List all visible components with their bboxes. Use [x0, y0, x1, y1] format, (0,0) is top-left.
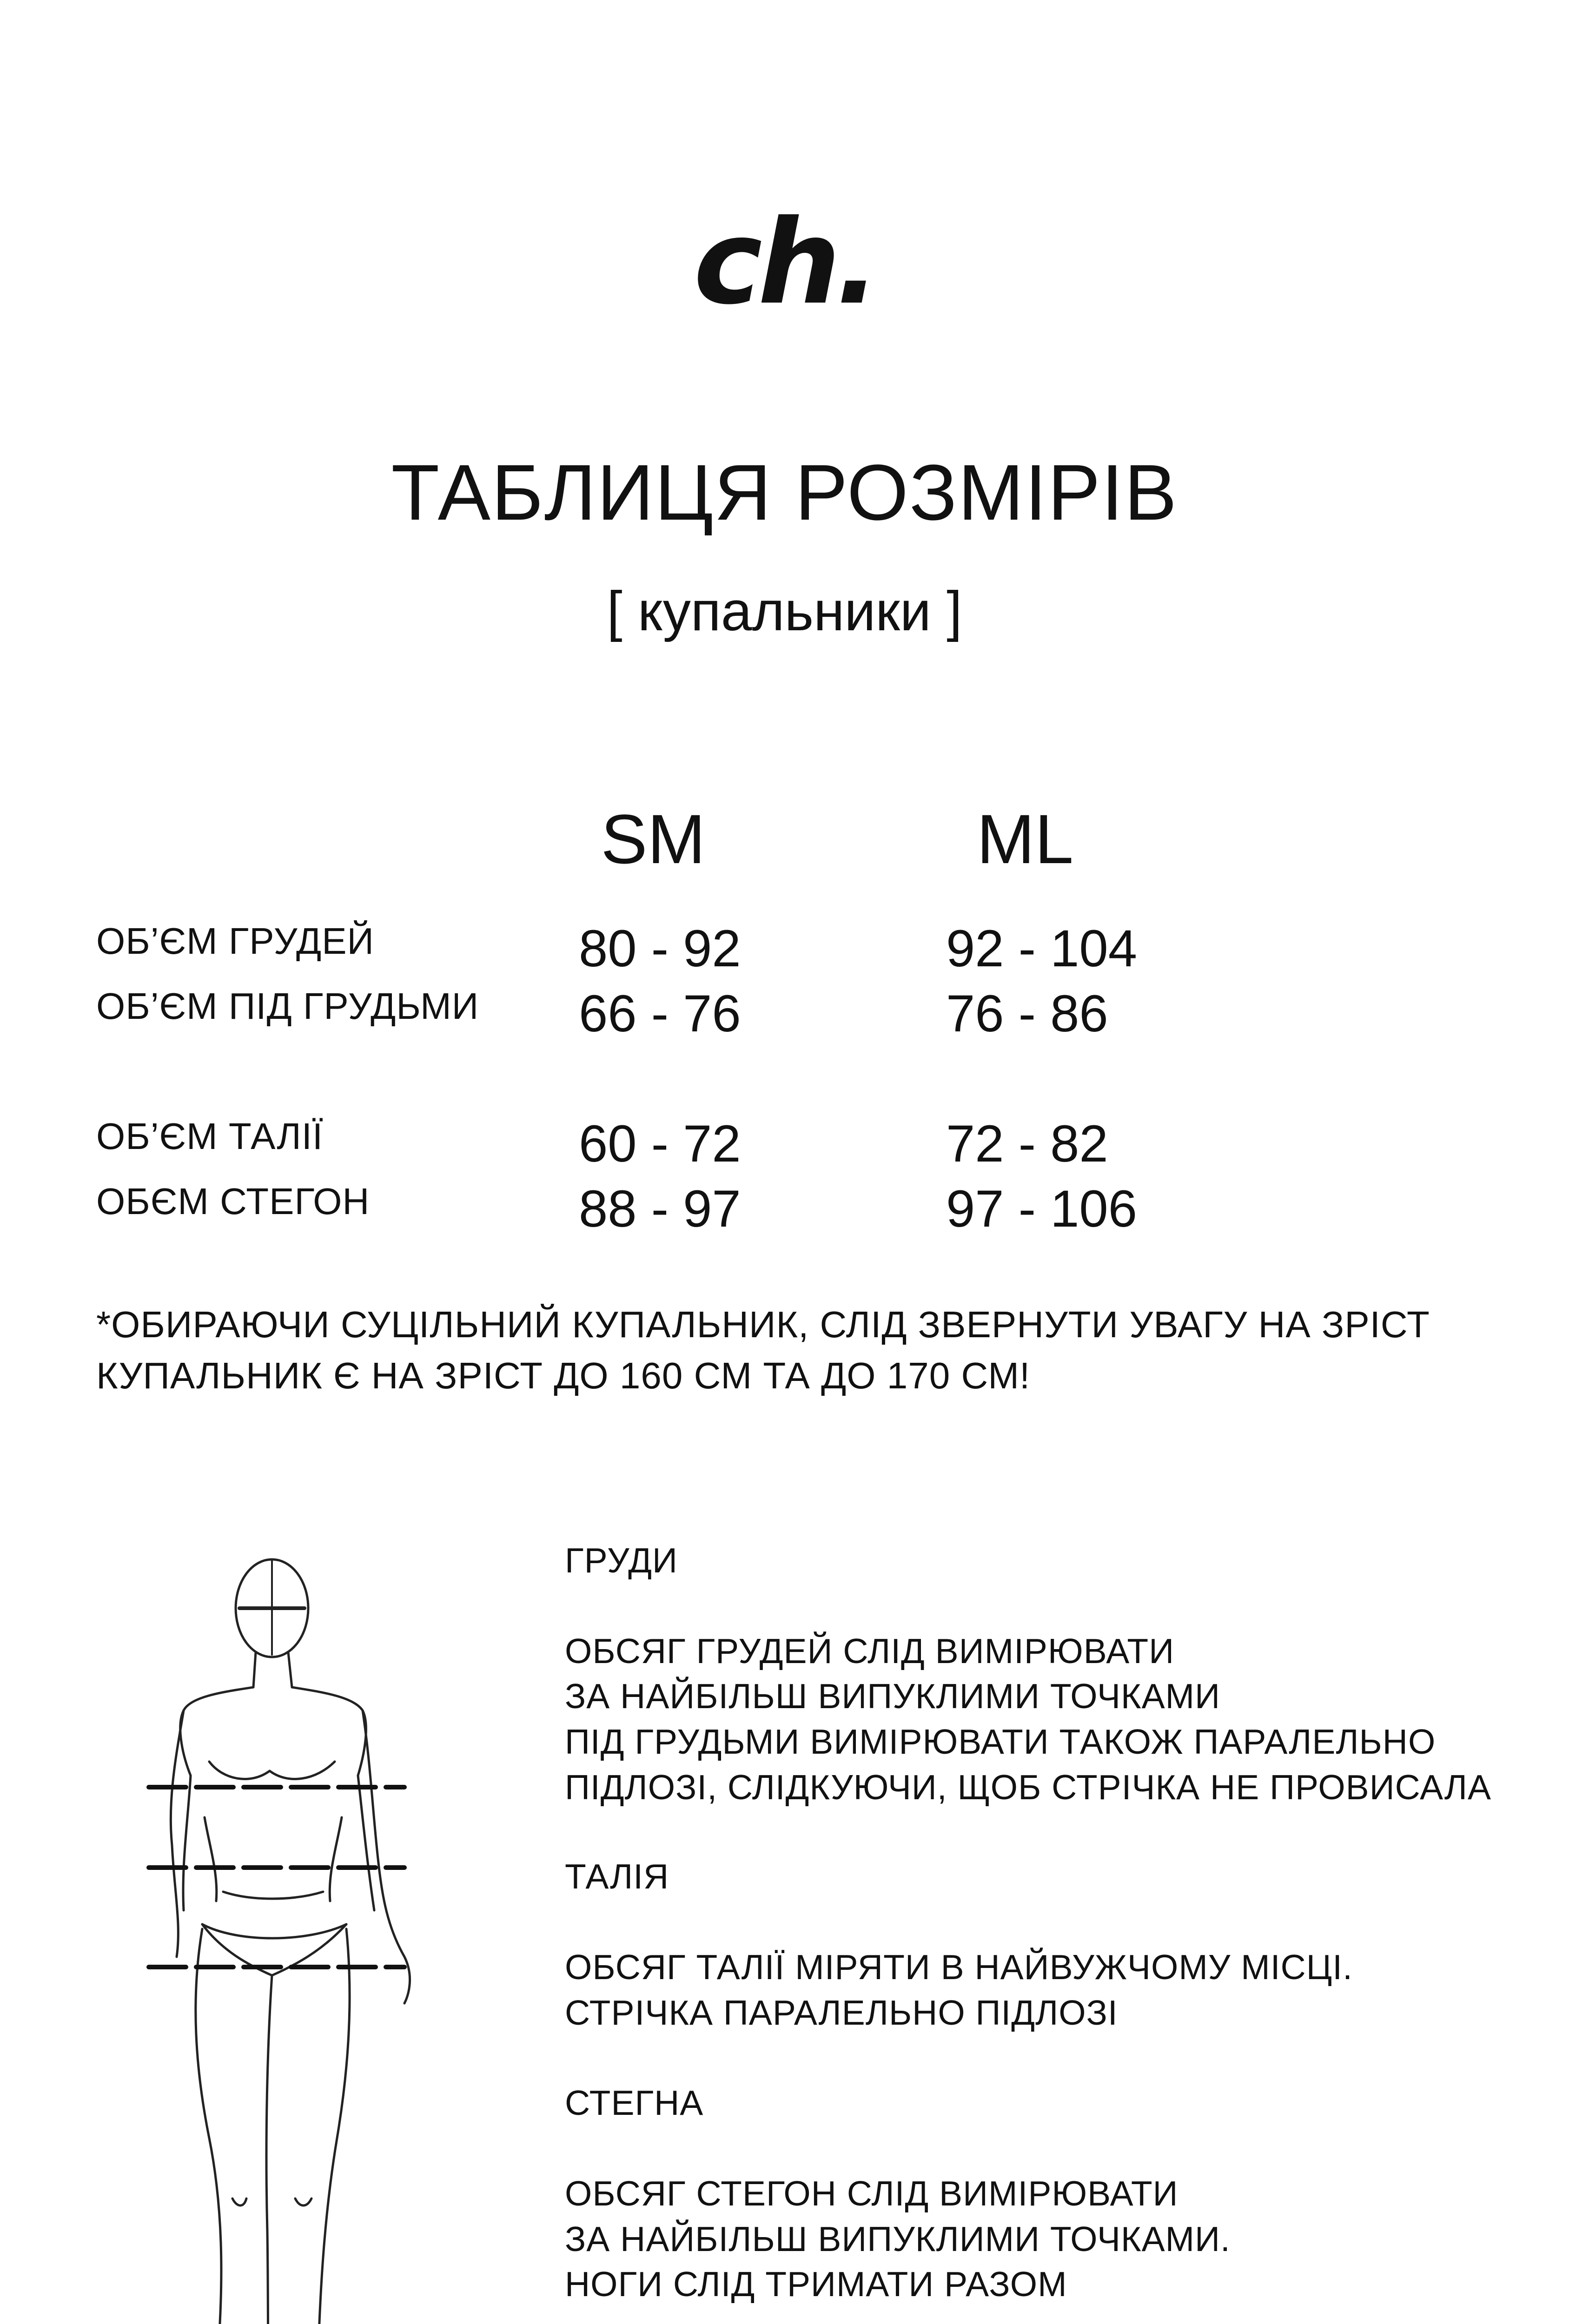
size-column-ml: ML	[976, 800, 1074, 878]
chest-text-line: ПІДЛОЗІ, СЛІДКУЮЧИ, ЩОБ СТРІЧКА НЕ ПРОВИСАЛА	[565, 1768, 1492, 1807]
value-sm: 88 - 97	[579, 1180, 741, 1238]
chest-heading: ГРУДИ	[565, 1541, 678, 1580]
value-ml: 92 - 104	[946, 919, 1137, 977]
chest-text-line: ЗА НАЙБІЛЬШ ВИПУКЛИМИ ТОЧКАМИ	[565, 1677, 1221, 1716]
hips-text-line: ОБСЯГ СТЕГОН СЛІД ВИМІРЮВАТИ	[565, 2174, 1178, 2213]
hips-text-line: НОГИ СЛІД ТРИМАТИ РАЗОМ	[565, 2265, 1067, 2304]
size-column-sm: SM	[601, 800, 706, 878]
value-ml: 72 - 82	[946, 1115, 1108, 1173]
page-subtitle: [ купальники ]	[607, 580, 962, 642]
waist-text-line: ОБСЯГ ТАЛІЇ МІРЯТИ В НАЙВУЖЧОМУ МІСЦІ.	[565, 1948, 1353, 1987]
value-sm: 60 - 72	[579, 1115, 741, 1173]
height-note-line: *ОБИРАЮЧИ СУЦІЛЬНИЙ КУПАЛЬНИК, СЛІД ЗВЕРНУТИ УВАГУ НА ЗРІСТ	[96, 1304, 1430, 1345]
row-label: ОБ’ЄМ ПІД ГРУДЬМИ	[96, 985, 479, 1027]
hips-heading: СТЕГНА	[565, 2083, 704, 2122]
value-ml: 76 - 86	[946, 984, 1108, 1043]
chest-text-line: ОБСЯГ ГРУДЕЙ СЛІД ВИМІРЮВАТИ	[565, 1631, 1175, 1670]
waist-heading: ТАЛІЯ	[565, 1857, 669, 1896]
hips-text-line: ЗА НАЙБІЛЬШ ВИПУКЛИМИ ТОЧКАМИ.	[565, 2219, 1231, 2258]
body-measurement-figure-icon	[84, 1557, 456, 2324]
value-ml: 97 - 106	[946, 1180, 1137, 1238]
brand-logo: ch.	[693, 195, 876, 330]
row-label: ОБ’ЄМ ТАЛІЇ	[96, 1116, 324, 1157]
chest-text-line: ПІД ГРУДЬМИ ВИМІРЮВАТИ ТАКОЖ ПАРАЛЕЛЬНО	[565, 1722, 1436, 1761]
waist-text-line: СТРІЧКА ПАРАЛЕЛЬНО ПІДЛОЗІ	[565, 1993, 1118, 2032]
height-note-line: КУПАЛЬНИК Є НА ЗРІСТ ДО 160 СМ ТА ДО 170 СМ!	[96, 1355, 1031, 1396]
page-title: ТАБЛИЦЯ РОЗМІРІВ	[391, 449, 1178, 537]
row-label: ОБЄМ СТЕГОН	[96, 1181, 370, 1222]
value-sm: 66 - 76	[579, 984, 741, 1043]
row-label: ОБ’ЄМ ГРУДЕЙ	[96, 920, 375, 962]
value-sm: 80 - 92	[579, 919, 741, 977]
